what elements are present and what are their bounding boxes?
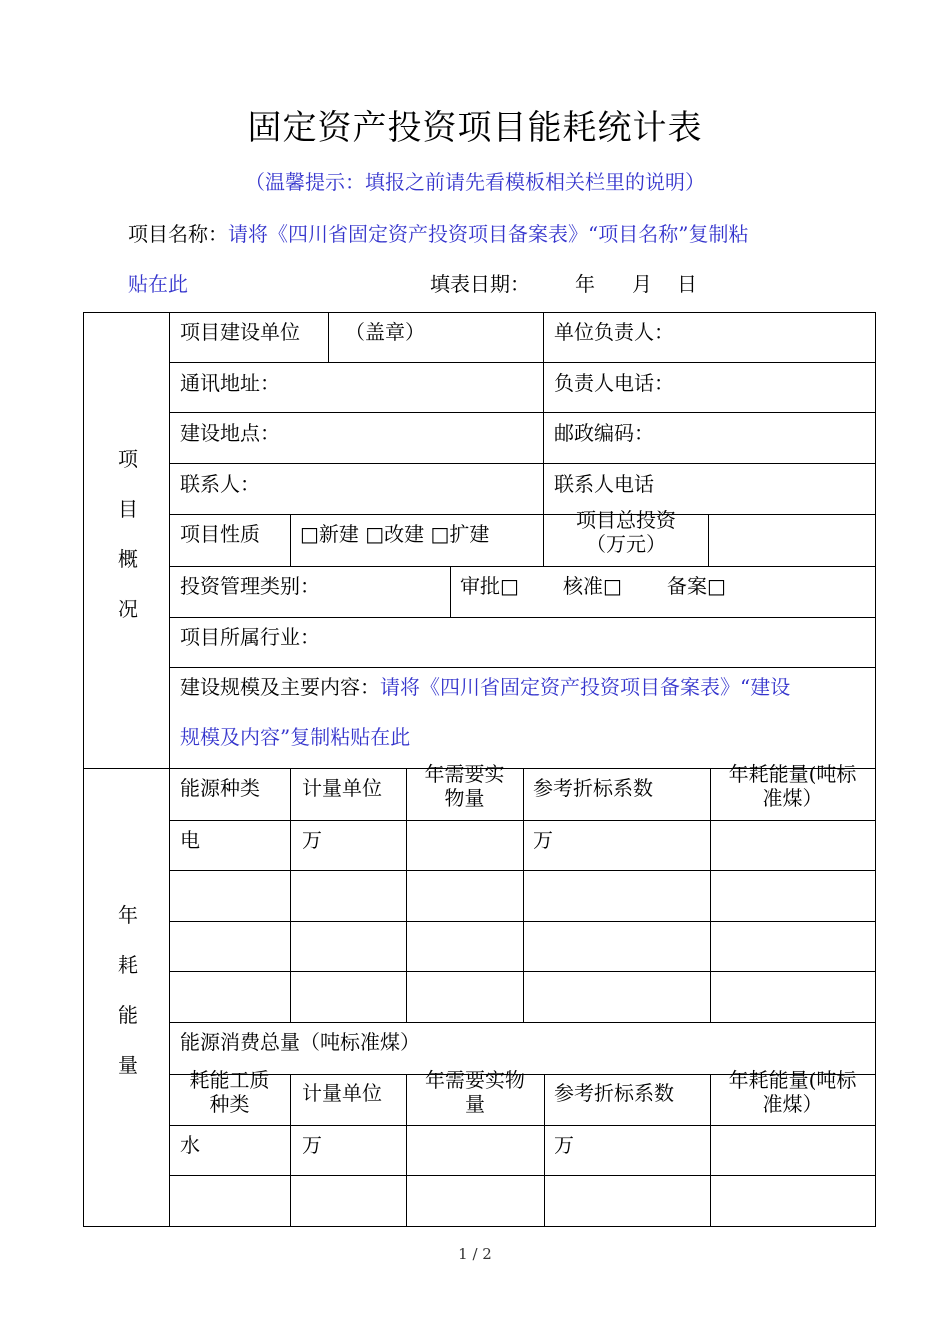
header2-demand-line: 年需要实物 — [425, 1068, 525, 1092]
mgmt-label: 投资管理类别： — [180, 574, 320, 598]
scale-label: 建设规模及主要内容： — [180, 675, 380, 699]
unit-label: 项目建设单位 — [180, 320, 300, 344]
header2-annual-line: 年耗能量(吨标 — [728, 1068, 857, 1092]
col-line — [523, 768, 524, 1022]
nature-options — [300, 522, 489, 546]
header-unit: 计量单位 — [302, 776, 382, 800]
header2-annual-line: 准煤） — [762, 1092, 823, 1116]
date-day: 日 — [677, 272, 697, 296]
fill-date-label: 填表日期： — [430, 272, 530, 296]
table-border-top — [83, 312, 876, 313]
header-coef: 参考折标系数 — [533, 776, 653, 800]
header2-kind-line: 种类 — [209, 1092, 250, 1116]
page-number: 1 / 2 — [458, 1245, 492, 1263]
header-annual-line: 准煤） — [762, 786, 823, 810]
side-char: 年 — [118, 903, 138, 927]
header2-annual — [710, 1068, 875, 1116]
side-char: 耗 — [118, 953, 138, 977]
row-line — [169, 1125, 876, 1126]
side-char: 目 — [118, 497, 138, 521]
header2-demand — [406, 1068, 544, 1116]
site-field[interactable]: 建设地点： — [180, 421, 280, 445]
col-line — [290, 514, 291, 566]
nature-new-checkbox[interactable]: □新建 — [300, 522, 359, 546]
col-line — [290, 768, 291, 1022]
contact-phone-field[interactable]: 联系人电话 — [554, 472, 654, 496]
nature-label: 项目性质 — [180, 522, 260, 546]
seal-field[interactable]: （盖章） — [345, 320, 425, 344]
scale-line — [180, 675, 790, 699]
side-char: 况 — [118, 597, 138, 621]
total-invest-unit: （万元） — [586, 532, 666, 556]
col-line — [328, 312, 329, 362]
table-border-right — [875, 312, 876, 1227]
total-invest-line: 项目总投资 — [576, 508, 676, 532]
total-invest-label — [543, 508, 709, 556]
row-line — [169, 463, 876, 464]
scale-hint-cont: 规模及内容”复制粘贴在此 — [180, 725, 411, 749]
side-char: 概 — [118, 547, 138, 571]
scale-hint: 请将《四川省固定资产投资项目备案表》“建设 — [380, 675, 791, 699]
industry-field[interactable]: 项目所属行业： — [180, 625, 320, 649]
side-char: 项 — [118, 447, 138, 471]
mgmt-record-checkbox[interactable]: 备案□ — [667, 574, 726, 598]
page-title: 固定资产投资项目能耗统计表 — [247, 108, 703, 148]
side-char: 能 — [118, 1003, 138, 1027]
energy-coef-water[interactable]: 万 — [554, 1133, 574, 1157]
energy-side-label — [113, 890, 143, 1090]
project-name-label: 项目名称： — [128, 222, 228, 246]
header-demand-line: 年需要实 — [424, 762, 505, 786]
energy-unit-water[interactable]: 万 — [302, 1133, 322, 1157]
row-line — [169, 1175, 876, 1176]
energy-kind-water: 水 — [180, 1133, 200, 1157]
address-field[interactable]: 通讯地址： — [180, 371, 280, 395]
fill-hint: （温馨提示：填报之前请先看模板相关栏里的说明） — [245, 170, 705, 194]
date-month: 月 — [632, 272, 652, 296]
row-line — [169, 667, 876, 668]
energy-coef-electricity[interactable]: 万 — [533, 828, 553, 852]
overview-side-label — [113, 434, 143, 634]
header-energy-kind: 能源种类 — [180, 776, 260, 800]
mgmt-verify-checkbox[interactable]: 核准□ — [563, 574, 622, 598]
header2-kind — [169, 1068, 290, 1116]
header2-unit: 计量单位 — [302, 1081, 382, 1105]
table-border-bottom — [83, 1226, 876, 1227]
header2-demand-line: 量 — [465, 1092, 485, 1116]
energy-total-label: 能源消费总量（吨标准煤） — [180, 1030, 420, 1054]
project-name-hint-cont: 贴在此 — [128, 272, 188, 296]
row-line — [169, 514, 876, 515]
side-char: 量 — [118, 1053, 138, 1077]
row-line — [169, 617, 876, 618]
row-line — [169, 566, 876, 567]
header-annual — [710, 762, 875, 810]
leader-phone-field[interactable]: 负责人电话： — [554, 371, 674, 395]
project-name-line — [128, 218, 748, 247]
leader-field[interactable]: 单位负责人： — [554, 320, 674, 344]
header-demand — [406, 762, 523, 810]
col-line — [544, 1074, 545, 1226]
contact-field[interactable]: 联系人： — [180, 472, 260, 496]
row-line — [169, 362, 876, 363]
col-line — [450, 566, 451, 617]
table-border-left — [83, 312, 84, 1227]
energy-unit-electricity[interactable]: 万 — [302, 828, 322, 852]
row-line — [169, 412, 876, 413]
nature-expand-checkbox[interactable]: □扩建 — [430, 522, 490, 546]
header2-coef: 参考折标系数 — [554, 1081, 674, 1105]
date-year: 年 — [575, 272, 595, 296]
project-name-hint: 请将《四川省固定资产投资项目备案表》“项目名称”复制粘 — [228, 222, 749, 246]
row-line — [169, 1022, 876, 1023]
postcode-field[interactable]: 邮政编码： — [554, 421, 654, 445]
header-demand-line: 物量 — [444, 786, 485, 810]
mgmt-approve-checkbox[interactable]: 审批□ — [460, 574, 519, 598]
nature-rebuild-checkbox[interactable]: □改建 — [365, 522, 425, 546]
col-line — [290, 1074, 291, 1226]
header2-kind-line: 耗能工质 — [189, 1068, 270, 1092]
header-annual-line: 年耗能量(吨标 — [728, 762, 857, 786]
energy-kind-electricity: 电 — [180, 828, 200, 852]
